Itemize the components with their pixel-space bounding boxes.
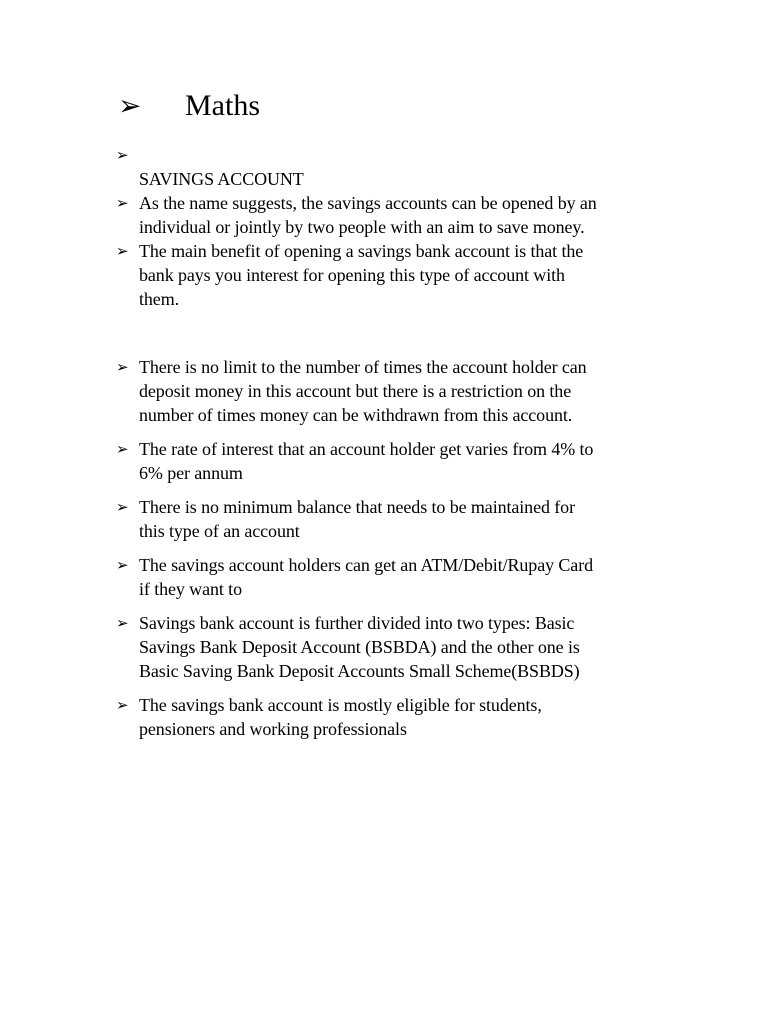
arrow-bullet-icon: ➢ (116, 614, 129, 632)
text-line: The savings account holders can get an ATM/Debit/Rupay Card (139, 555, 593, 575)
text-line: The main benefit of opening a savings bank account is that the (139, 241, 584, 261)
text-line: bank pays you interest for opening this type of account with (139, 265, 565, 285)
text-line: them. (139, 289, 179, 309)
arrow-bullet-icon: ➢ (116, 696, 129, 714)
text-line: pensioners and working professionals (139, 719, 407, 739)
text-line: individual or jointly by two people with an aim to save money. (139, 217, 585, 237)
list-item-text (139, 611, 679, 683)
text-line: The rate of interest that an account holder get varies from 4% to (139, 439, 594, 459)
list-item-text (139, 693, 679, 741)
list-item-text (139, 553, 679, 601)
text-line: deposit money in this account but there is a restriction on the (139, 381, 572, 401)
text-line: this type of an account (139, 521, 300, 541)
text-line: if they want to (139, 579, 242, 599)
text-line: Savings Bank Deposit Account (BSBDA) and the other one is (139, 637, 580, 657)
text-line: As the name suggests, the savings accounts can be opened by an (139, 193, 597, 213)
section-heading (118, 86, 618, 126)
arrow-bullet-icon: ➢ (118, 89, 142, 122)
text-line: There is no limit to the number of times the account holder can (139, 357, 587, 377)
text-line: The savings bank account is mostly eligible for students, (139, 695, 542, 715)
text-line: number of times money can be withdrawn from this account. (139, 405, 573, 425)
list-item-text (139, 495, 679, 543)
arrow-bullet-icon: ➢ (116, 242, 129, 260)
text-line: There is no minimum balance that needs to be maintained for (139, 497, 575, 517)
text-line: Basic Saving Bank Deposit Accounts Small Scheme(BSBDS) (139, 661, 580, 681)
arrow-bullet-icon: ➢ (116, 440, 129, 458)
list-item-text (139, 239, 679, 311)
arrow-bullet-icon: ➢ (116, 194, 129, 212)
arrow-bullet-icon: ➢ (116, 146, 129, 164)
list-item-text (139, 437, 679, 485)
list-item-text (139, 143, 679, 191)
arrow-bullet-icon: ➢ (116, 556, 129, 574)
text-line (139, 143, 679, 167)
text-line: Savings bank account is further divided into two types: Basic (139, 613, 575, 633)
text-line: 6% per annum (139, 463, 243, 483)
arrow-bullet-icon: ➢ (116, 498, 129, 516)
list-item-text (139, 355, 679, 427)
heading-title: Maths (185, 89, 260, 122)
arrow-bullet-icon: ➢ (116, 358, 129, 376)
text-line: SAVINGS ACCOUNT (139, 169, 304, 189)
list-item-text (139, 191, 679, 239)
